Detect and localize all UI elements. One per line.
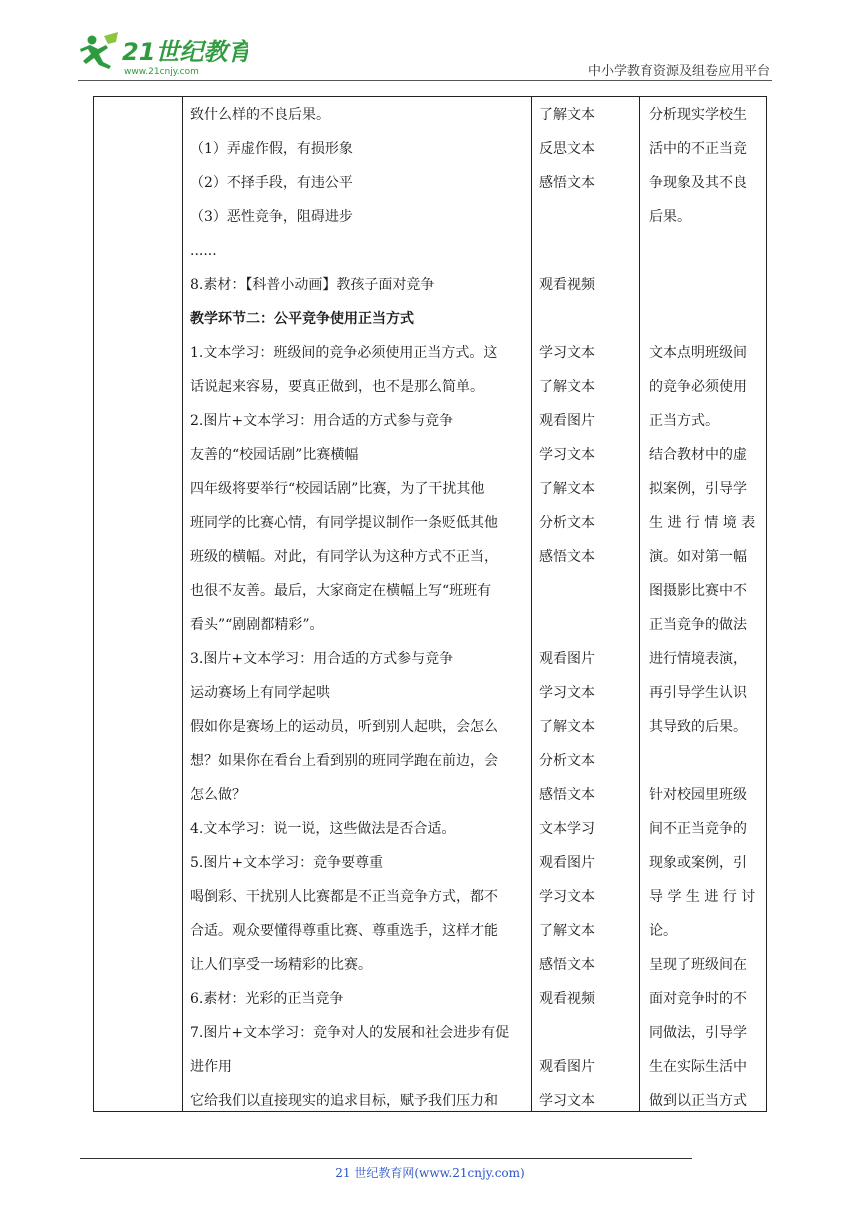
intent-line: 同做法，引导学 [649, 1025, 747, 1041]
content-line: （2）不择手段，有违公平 [190, 175, 353, 191]
intent-line: 导 学 生 进 行 讨 [649, 889, 756, 905]
lesson-plan-table [93, 96, 767, 1112]
intent-line: 后果。 [649, 209, 691, 225]
activity-line: 分析文本 [539, 515, 595, 531]
intent-line: 进行情境表演， [649, 651, 747, 667]
activity-line: 了解文本 [539, 107, 595, 123]
content-line: 怎么做？ [190, 787, 246, 803]
content-line: 也很不友善。最后，大家商定在横幅上写“班班有 [190, 583, 492, 599]
content-line: 合适。观众要懂得尊重比赛、尊重选手，这样才能 [190, 923, 498, 939]
intent-line: 论。 [649, 923, 677, 939]
intent-line: 拟案例，引导学 [649, 481, 747, 497]
intent-line: 活中的不正当竞 [649, 141, 747, 157]
activity-line: 了解文本 [539, 923, 595, 939]
intent-line: 做到以正当方式 [649, 1093, 747, 1109]
content-line: 6.素材：光彩的正当竞争 [190, 991, 344, 1007]
header-divider [78, 80, 772, 81]
column-divider [531, 97, 532, 1111]
activity-line: 观看视频 [539, 991, 595, 1007]
content-line: 想？如果你在看台上看到别的班同学跑在前边，会 [190, 753, 498, 769]
activity-line: 感悟文本 [539, 787, 595, 803]
runner-logo-icon [78, 30, 248, 78]
activity-line: 文本学习 [539, 821, 595, 837]
content-line: 看头”“剧剧都精彩”。 [190, 617, 324, 633]
logo-text: 21世纪教育 [122, 38, 248, 66]
activity-line: 反思文本 [539, 141, 595, 157]
activity-line: 学习文本 [539, 447, 595, 463]
intent-line: 争现象及其不良 [649, 175, 747, 191]
content-line: 5.图片+文本学习：竞争要尊重 [190, 855, 384, 871]
intent-line: 图摄影比赛中不 [649, 583, 747, 599]
content-line: 教学环节二：公平竞争使用正当方式 [190, 311, 414, 327]
content-line: 进作用 [190, 1059, 232, 1075]
content-line: 8.素材：【科普小动画】教孩子面对竞争 [190, 277, 435, 293]
column-divider [182, 97, 183, 1111]
logo-subtext: www.21cnjy.com [124, 67, 199, 77]
content-line: 让人们享受一场精彩的比赛。 [190, 957, 372, 973]
column-divider [639, 97, 640, 1111]
activity-line: 学习文本 [539, 889, 595, 905]
activity-line: 学习文本 [539, 1093, 595, 1109]
activity-line: 了解文本 [539, 379, 595, 395]
intent-line: 的竞争必须使用 [649, 379, 747, 395]
intent-line: 面对竞争时的不 [649, 991, 747, 1007]
activity-line: 感悟文本 [539, 175, 595, 191]
content-line: 2.图片+文本学习：用合适的方式参与竞争 [190, 413, 454, 429]
content-line: 友善的“校园话剧”比赛横幅 [190, 447, 359, 463]
activity-line: 观看图片 [539, 1059, 595, 1075]
intent-line: 演。如对第一幅 [649, 549, 747, 565]
content-line: （1）弄虚作假，有损形象 [190, 141, 353, 157]
intent-line: 生 进 行 情 境 表 [649, 515, 756, 531]
footer-divider [80, 1158, 692, 1159]
activity-line: 分析文本 [539, 753, 595, 769]
activity-line: 观看图片 [539, 855, 595, 871]
footer-site-link[interactable]: 21 世纪教育网(www.21cnjy.com) [335, 1166, 525, 1180]
intent-line: 正当方式。 [649, 413, 719, 429]
intent-line: 正当竞争的做法 [649, 617, 747, 633]
site-logo[interactable] [78, 30, 248, 78]
content-line: 1.文本学习：班级间的竞争必须使用正当方式。这 [190, 345, 498, 361]
platform-title: 中小学教育资源及组卷应用平台 [587, 64, 770, 79]
intent-line: 文本点明班级间 [649, 345, 747, 361]
activity-line: 了解文本 [539, 481, 595, 497]
content-line: 7.图片+文本学习：竞争对人的发展和社会进步有促 [190, 1025, 510, 1041]
activity-line: 观看图片 [539, 413, 595, 429]
intent-line: 呈现了班级间在 [649, 957, 747, 973]
content-line: （3）恶性竞争，阻碍进步 [190, 209, 353, 225]
content-line: 话说起来容易，要真正做到，也不是那么简单。 [190, 379, 484, 395]
content-line: 四年级将要举行“校园话剧”比赛，为了干扰其他 [190, 481, 485, 497]
intent-line: 间不正当竞争的 [649, 821, 747, 837]
intent-line: 生在实际生活中 [649, 1059, 747, 1075]
content-line: 假如你是赛场上的运动员，听到别人起哄，会怎么 [190, 719, 498, 735]
activity-line: 感悟文本 [539, 957, 595, 973]
activity-line: 感悟文本 [539, 549, 595, 565]
activity-line: 学习文本 [539, 685, 595, 701]
activity-line: 学习文本 [539, 345, 595, 361]
activity-line: 了解文本 [539, 719, 595, 735]
intent-line: 结合教材中的虚 [649, 447, 747, 463]
content-line: 喝倒彩、干扰别人比赛都是不正当竞争方式，都不 [190, 889, 498, 905]
content-line: 致什么样的不良后果。 [190, 107, 330, 123]
content-line: 它给我们以直接现实的追求目标，赋予我们压力和 [190, 1093, 498, 1109]
content-line: 班级的横幅。对此，有同学认为这种方式不正当， [190, 549, 498, 565]
intent-line: 分析现实学校生 [649, 107, 747, 123]
content-line: 运动赛场上有同学起哄 [190, 685, 330, 701]
activity-line: 观看图片 [539, 651, 595, 667]
intent-line: 针对校园里班级 [649, 787, 747, 803]
intent-line: 现象或案例，引 [649, 855, 747, 871]
activity-line: 观看视频 [539, 277, 595, 293]
intent-line: 再引导学生认识 [649, 685, 747, 701]
intent-line: 其导致的后果。 [649, 719, 747, 735]
content-line: ...... [190, 243, 217, 259]
content-line: 3.图片+文本学习：用合适的方式参与竞争 [190, 651, 454, 667]
content-line: 班同学的比赛心情，有同学提议制作一条贬低其他 [190, 515, 498, 531]
content-line: 4.文本学习：说一说，这些做法是否合适。 [190, 821, 456, 837]
